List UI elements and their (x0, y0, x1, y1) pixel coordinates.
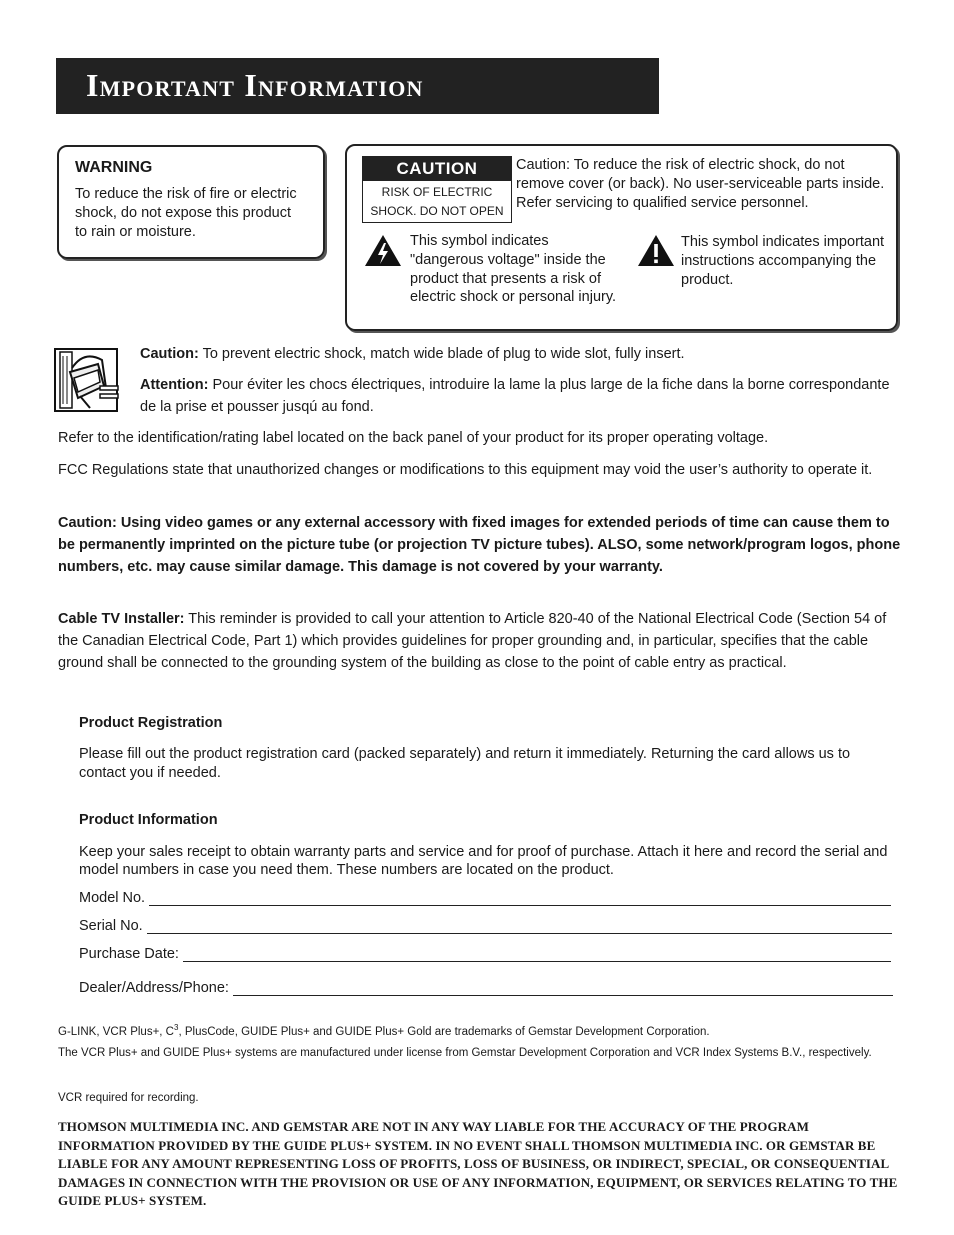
purchase-date-field[interactable] (79, 946, 891, 962)
warning-box (57, 145, 325, 259)
product-information-heading: Product Information (79, 812, 218, 828)
purchase-date-line[interactable] (183, 947, 891, 962)
warning-text: To reduce the risk of fire or electric shock, do not expose this product to rain or moisture. (75, 186, 297, 240)
caution-main-text: Caution: To reduce the risk of electric shock, do not remove cover (or back). No user-serviceable parts inside. Refer servicing to qualified service personnel. (516, 157, 885, 211)
purchase-date-label: Purchase Date: (79, 946, 179, 962)
rating-label-paragraph: Refer to the identification/rating label located on the back panel of your product for its proper operating voltage. (58, 430, 769, 446)
caution-label-title: CAUTION (363, 157, 511, 181)
polarized-plug-icon (54, 348, 124, 414)
serial-number-line[interactable] (147, 919, 892, 934)
trademarks-superscript: 3 (174, 1023, 179, 1032)
caution-label-subtitle (363, 181, 511, 221)
plug-attention-paragraph (140, 374, 895, 418)
plug-caution-paragraph (140, 343, 900, 365)
page-title-banner (56, 58, 659, 114)
caution-label-line2: SHOCK. DO NOT OPEN (370, 204, 504, 218)
lightning-triangle-icon (364, 234, 402, 267)
trademarks-text-b: , PlusCode, GUIDE Plus+ and GUIDE Plus+ Gold are trademarks of Gemstar Development Corporation. (178, 1025, 710, 1038)
model-number-label: Model No. (79, 890, 146, 906)
burn-in-caution-paragraph: Caution: Using video games or any external accessory with fixed images for extended periods of time can cause them to be permanently imprinted on the picture tube (or projection TV picture tubes). ALSO, some network/program logos, phone numbers, etc. may cause similar damage. This damage is not covered by your warranty. (58, 515, 901, 575)
dangerous-voltage-text: This symbol indicates "dangerous voltage" inside the product that presents a risk of electric shock or personal injury. (410, 233, 617, 306)
plug-attention-text: Pour éviter les chocs électriques, introduire la lame la plus large de la fiche dans la borne correspondante de la prise et pousser jusqú au fond. (140, 377, 890, 415)
trademarks-notice (58, 1020, 898, 1040)
dealer-label: Dealer/Address/Phone: (79, 980, 229, 996)
product-registration-text: Please fill out the product registration card (packed separately) and return it immediately. Returning the card allows us to contact you if needed. (79, 746, 851, 781)
plug-caution-label: Caution: (140, 346, 199, 362)
dealer-line[interactable] (233, 981, 893, 996)
model-number-line[interactable] (149, 891, 891, 906)
cable-installer-paragraph (58, 608, 903, 674)
fcc-paragraph: FCC Regulations state that unauthorized changes or modifications to this equipment may void the user’s authority to operate it. (58, 462, 873, 478)
trademarks-text-a: G-LINK, VCR Plus+, C (58, 1025, 174, 1038)
caution-label (362, 156, 512, 223)
important-instructions-text: This symbol indicates important instructions accompanying the product. (681, 234, 885, 288)
caution-label-line1: RISK OF ELECTRIC (381, 185, 493, 199)
model-number-field[interactable] (79, 890, 891, 906)
serial-number-field[interactable] (79, 918, 892, 934)
plug-caution-text: To prevent electric shock, match wide blade of plug to wide slot, fully insert. (198, 346, 685, 362)
license-notice: The VCR Plus+ and GUIDE Plus+ systems are manufactured under license from Gemstar Development Corporation and VCR Index Systems B.V., respectively. (58, 1047, 872, 1059)
exclamation-triangle-icon (637, 234, 675, 267)
vcr-notice: VCR required for recording. (58, 1092, 199, 1104)
liability-disclaimer: THOMSON MULTIMEDIA INC. AND GEMSTAR ARE NOT IN ANY WAY LIABLE FOR THE ACCURACY OF THE PROGRAM INFORMATION PROVIDED BY THE GUIDE PLUS+ SYSTEM. IN NO EVENT SHALL THOMSON MULTIMEDIA INC. OR GEMSTAR BE LIABLE FOR ANY AMOUNT REPRESENTING LOSS OF PROFITS, LOSS OF BUSINESS, OR INDIRECT, SPECIAL, OR CONSEQUENTIAL DAMAGES IN CONNECTION WITH THE PROVISION OR USE OF ANY INFORMATION, EQUIPMENT, OR SERVICES RELATING TO THE GUIDE PLUS+ SYSTEM. (58, 1119, 898, 1209)
serial-number-label: Serial No. (79, 918, 143, 934)
cable-installer-text: This reminder is provided to call your attention to Article 820-40 of the National Electrical Code (Section 54 of the Canadian Electrical Code, Part 1) which provides guidelines for proper grounding and, in particular, specifies that the cable ground shall be connected to the grounding system of the building as close to the point of cable entry as practical. (58, 611, 887, 671)
page-title: Important Information (86, 67, 424, 103)
cable-installer-label: Cable TV Installer: (58, 611, 185, 627)
plug-attention-label: Attention: (140, 377, 209, 393)
product-information-text: Keep your sales receipt to obtain warranty parts and service and for proof of purchase. Attach it here and record the serial and model numbers in case you need them. These numbers are located on the product. (79, 844, 888, 878)
warning-title: WARNING (75, 159, 153, 176)
caution-box (345, 144, 898, 331)
product-registration-heading: Product Registration (79, 715, 223, 731)
dealer-field[interactable] (79, 980, 893, 996)
